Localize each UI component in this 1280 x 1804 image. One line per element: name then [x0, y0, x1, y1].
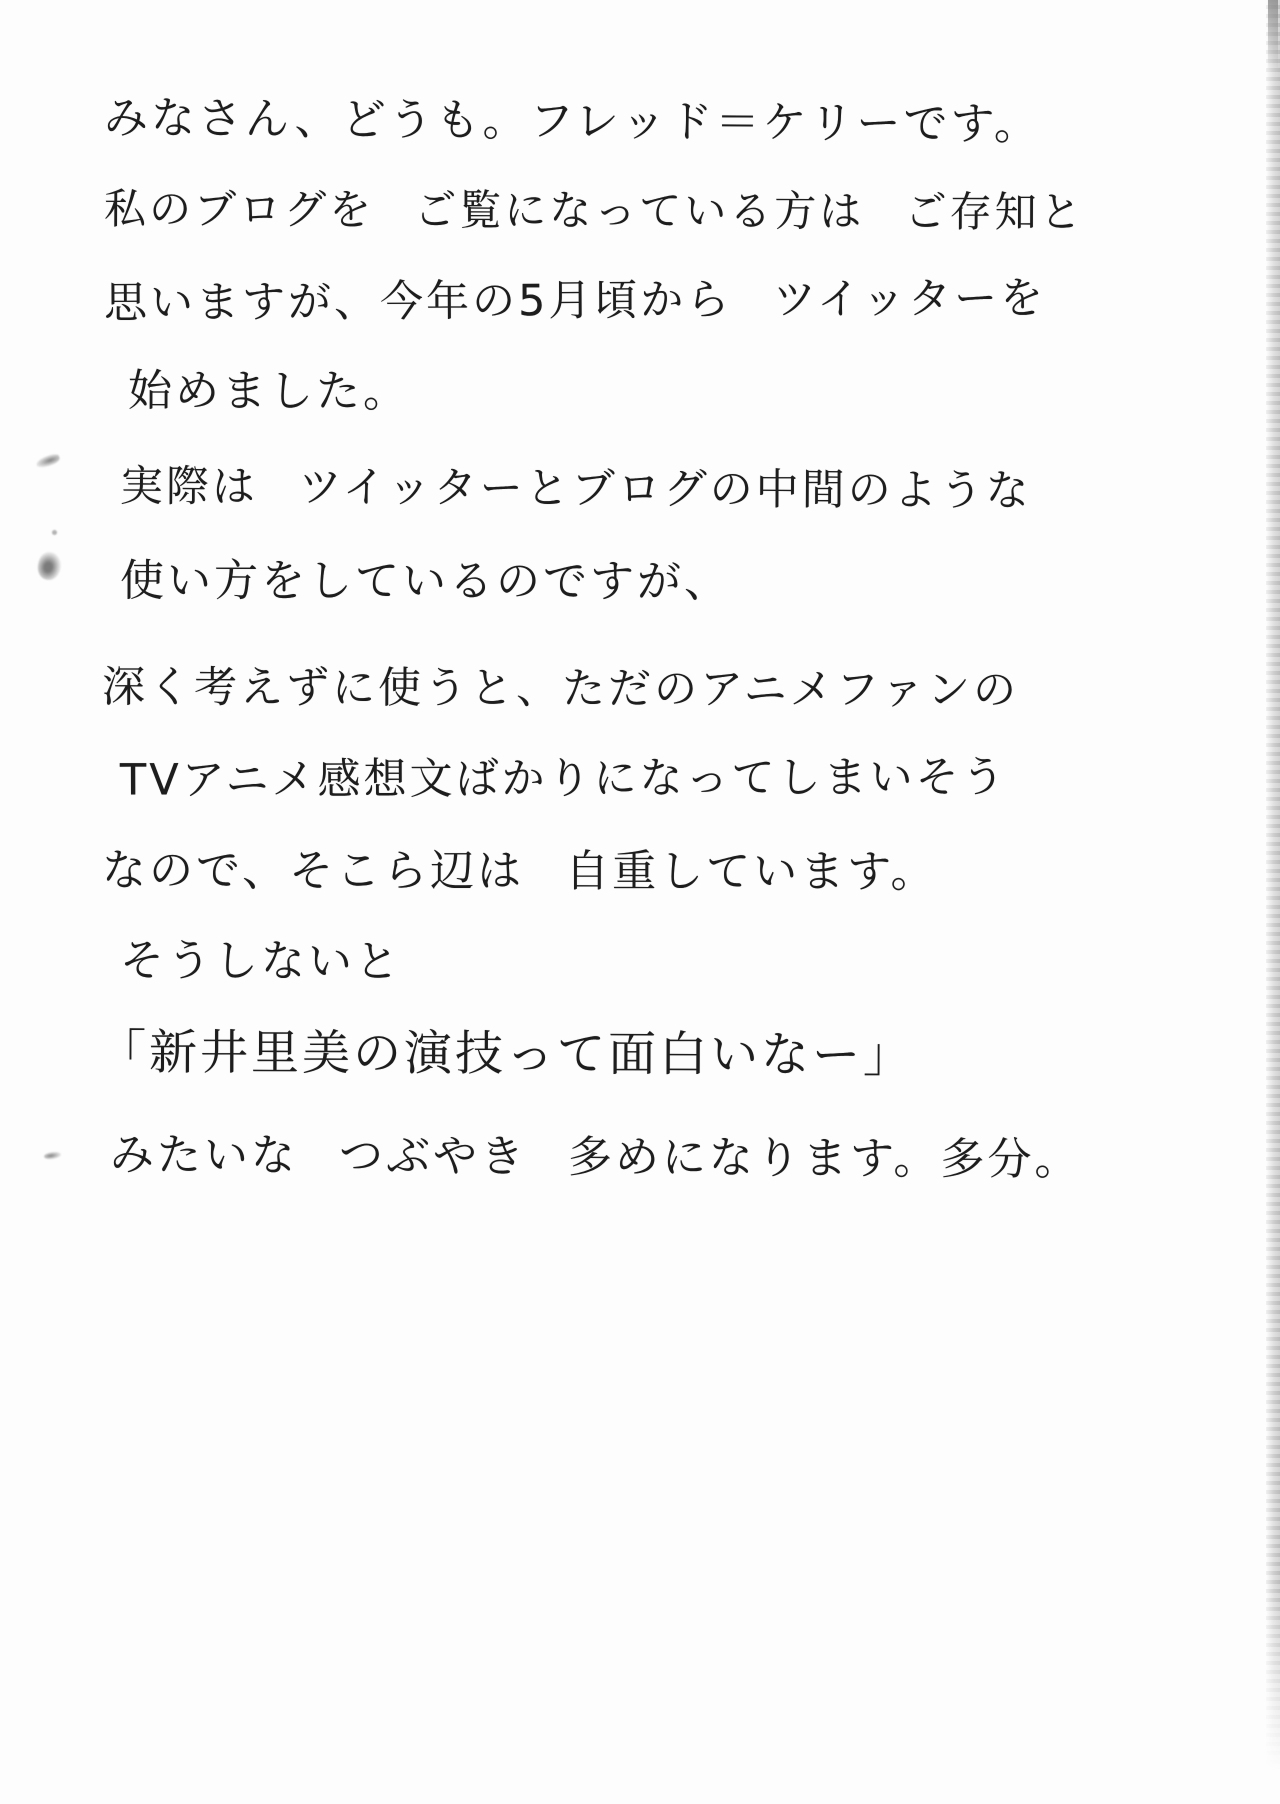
scan-smudge — [44, 1151, 62, 1160]
scan-paper-edge-texture — [1266, 0, 1280, 1804]
scan-smudge — [35, 550, 63, 582]
scan-paper-edge-fade — [1266, 1584, 1280, 1804]
handwritten-line: 使い方をしているのですが、 — [119, 555, 732, 608]
handwritten-line: 深く考えずに使うと、ただのアニメファンの — [101, 662, 1020, 716]
handwritten-line: みたいな つぶやき 多めになります。多分。 — [109, 1129, 1082, 1186]
scan-smudge — [52, 530, 57, 535]
handwritten-line: 「新井里美の演技って面白いなー」 — [97, 1024, 915, 1084]
handwritten-line: TVアニメ感想文ばかりになってしまいそう — [119, 752, 1008, 806]
scan-paper-edge-shadow — [1268, 0, 1278, 70]
handwritten-line: なので、そこら辺は 自重しています。 — [101, 845, 938, 898]
handwritten-line: 始めました。 — [127, 365, 411, 418]
scan-smudge — [35, 453, 61, 470]
handwritten-line: そうしないと — [119, 935, 403, 988]
handwritten-line: 思いますが、今年の5月頃から ツイッターを — [103, 273, 1047, 329]
handwritten-line: みなさん、どうも。フレッド＝ケリーです。 — [103, 92, 1042, 151]
handwritten-line: 実際は ツイッターとブログの中間のような — [119, 461, 1032, 517]
handwritten-line: 私のブログを ご覧になっている方は ご存知と — [103, 184, 1085, 237]
